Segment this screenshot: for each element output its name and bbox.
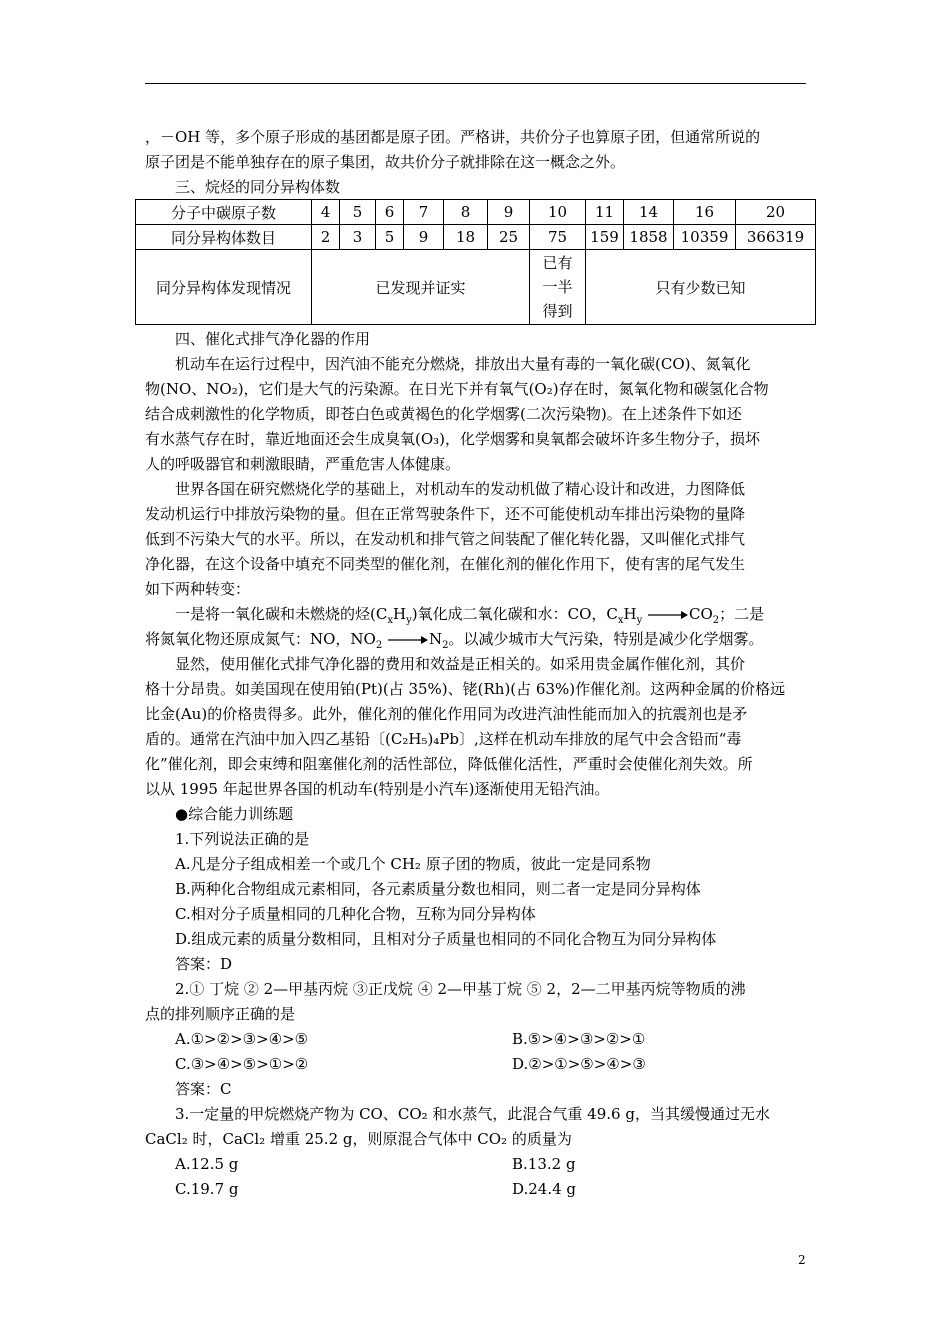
- q3-option-d: D.24.4 g: [512, 1180, 577, 1198]
- table-cell-confirmed: 已发现并证实: [312, 250, 530, 325]
- paragraph-line: 如下两种转变：: [145, 580, 251, 598]
- paragraph-line: 人的呼吸器官和刺激眼睛，严重危害人体健康。: [145, 455, 461, 473]
- q3-stem-1: 3.一定量的甲烷燃烧产物为 CO、CO₂ 和水蒸气，此混合气重 49.6 g，当其缓慢通过无水: [175, 1105, 770, 1123]
- exercises-heading: ●综合能力训练题: [175, 805, 294, 823]
- isomer-count-table: [135, 199, 816, 325]
- intro-line-1: ，－OH 等，多个原子形成的基团都是原子团。严格讲，共价分子也算原子团，但通常所说的: [145, 128, 761, 146]
- table-cell: 5: [376, 225, 404, 250]
- text-run: CO: [689, 605, 713, 623]
- table-cell: 8: [444, 200, 488, 225]
- text-run: H: [623, 605, 637, 623]
- section-4-heading: 四、催化式排气净化器的作用: [175, 330, 371, 348]
- q1-stem: 1.下列说法正确的是: [175, 830, 310, 848]
- table-cell: 18: [444, 225, 488, 250]
- subscript-x: x: [617, 615, 624, 626]
- table-cell-half: [530, 250, 586, 325]
- table-cell: 10359: [674, 225, 736, 250]
- table-cell: 14: [624, 200, 674, 225]
- q3-stem-2: CaCl₂ 时，CaCl₂ 增重 25.2 g，则原混合气体中 CO₂ 的质量为: [145, 1130, 572, 1148]
- table-cell: 366319: [736, 225, 816, 250]
- reaction-arrow-icon: [387, 633, 429, 647]
- paragraph-line: 化”催化剂，即会束缚和阻塞催化剂的活性部位，降低催化活性，严重时会使催化剂失效。所: [145, 755, 753, 773]
- paragraph-line: 有水蒸气存在时，靠近地面还会生成臭氧(O₃)，化学烟雾和臭氧都会破坏许多生物分子，损坏: [145, 430, 761, 448]
- text-run: 一是将一氧化碳和未燃烧的烃(C: [175, 605, 388, 623]
- row-label: 同分异构体数目: [136, 225, 312, 250]
- q2-answer: 答案：C: [175, 1080, 232, 1098]
- paragraph-line: 以从 1995 年起世界各国的机动车(特别是小汽车)逐渐使用无铅汽油。: [145, 780, 610, 798]
- subscript-y: y: [406, 615, 412, 626]
- table-cell: 11: [586, 200, 624, 225]
- table-cell: 1858: [624, 225, 674, 250]
- q1-option-c: C.相对分子质量相同的几种化合物，互称为同分异构体: [175, 905, 536, 923]
- reaction-line-1: [145, 604, 810, 624]
- table-cell: 25: [488, 225, 530, 250]
- subscript-x: x: [387, 615, 393, 626]
- row-label: 分子中碳原子数: [136, 200, 312, 225]
- paragraph-line: 格十分昂贵。如美国现在使用铂(Pt)(占 35%)、铑(Rh)(占 63%)作催化剂。这两种金属的价格远: [145, 680, 786, 698]
- table-row-carbons: [136, 200, 816, 225]
- half-line: 得到: [542, 302, 573, 320]
- paragraph-line: 净化器，在这个设备中填充不同类型的催化剂，在催化剂的催化作用下，使有害的尾气发生: [145, 555, 746, 573]
- table-cell: 2: [312, 225, 340, 250]
- paragraph-line: 盾的。通常在汽油中加入四乙基铅〔(C₂H₅)₄Pb〕,这样在机动车排放的尾气中会含铅而“毒: [145, 730, 742, 748]
- table-cell: 16: [674, 200, 736, 225]
- subscript-2: 2: [442, 640, 449, 651]
- text-run: H: [392, 605, 407, 623]
- table-cell-few-known: 只有少数已知: [586, 250, 816, 325]
- reaction-line-2: [145, 629, 810, 649]
- section-3-heading: 三、烷烃的同分异构体数: [175, 178, 341, 196]
- table-cell: 7: [404, 200, 444, 225]
- q3-option-c: C.19.7 g: [175, 1180, 239, 1198]
- paragraph-line: 发动机运行中排放污染物的量。但在正常驾驶条件下，还不可能使机动车排出污染物的量降: [145, 505, 746, 523]
- paragraph-line: 物(NO、NO₂)，它们是大气的污染源。在日光下并有氧气(O₂)存在时，氮氧化物和碳氢化合物: [145, 380, 769, 398]
- table-cell: 9: [488, 200, 530, 225]
- paragraph-line: 机动车在运行过程中，因汽油不能充分燃烧，排放出大量有毒的一氧化碳(CO)、氮氧化: [175, 355, 751, 373]
- table-cell: 4: [312, 200, 340, 225]
- text-run: )氧化成二氧化碳和水：CO，C: [411, 605, 618, 623]
- table-cell: 20: [736, 200, 816, 225]
- text-run: 将氮氧化物还原成氮气：NO，NO: [145, 630, 376, 648]
- q2-stem-1: 2.① 丁烷 ② 2—甲基丙烷 ③正戊烷 ④ 2—甲基丁烷 ⑤ 2，2—二甲基丙烷等物质的沸: [175, 980, 746, 998]
- paragraph-line: 世界各国在研究燃烧化学的基础上，对机动车的发动机做了精心设计和改进，力图降低: [175, 480, 746, 498]
- text-run: N: [429, 630, 443, 648]
- table-cell: 6: [376, 200, 404, 225]
- reaction-arrow-icon: [647, 608, 689, 622]
- table-cell: 5: [340, 200, 376, 225]
- intro-line-2: 原子团是不能单独存在的原子集团，故共价分子就排除在这一概念之外。: [145, 153, 626, 171]
- table-cell: 3: [340, 225, 376, 250]
- paragraph-line: 结合成刺激性的化学物质，即苍白色或黄褐色的化学烟雾(二次污染物)。在上述条件下如还: [145, 405, 742, 423]
- subscript-y: y: [636, 615, 643, 626]
- half-line: 已有: [542, 254, 573, 272]
- q1-answer: 答案：D: [175, 955, 233, 973]
- row-label: 同分异构体发现情况: [136, 250, 312, 325]
- half-line: 一半: [542, 278, 573, 296]
- table-row-discovery: [136, 250, 816, 325]
- q1-option-d: D.组成元素的质量分数相同，且相对分子质量也相同的不同化合物互为同分异构体: [175, 930, 717, 948]
- table-cell: 159: [586, 225, 624, 250]
- page-number: 2: [798, 1253, 806, 1267]
- q2-stem-2: 点的排列顺序正确的是: [145, 1005, 296, 1023]
- q2-option-b: B.⑤>④>③>②>①: [512, 1030, 646, 1048]
- q3-option-b: B.13.2 g: [512, 1155, 576, 1173]
- table-cell: 10: [530, 200, 586, 225]
- q3-option-a: A.12.5 g: [175, 1155, 239, 1173]
- table-row-counts: [136, 225, 816, 250]
- q2-option-a: A.①>②>③>④>⑤: [175, 1030, 309, 1048]
- paragraph-line: 显然，使用催化式排气净化器的费用和效益是正相关的。如采用贵金属作催化剂，其价: [175, 655, 746, 673]
- text-run: ；二是: [719, 605, 765, 623]
- q1-option-b: B.两种化合物组成元素相同，各元素质量分数也相同，则二者一定是同分异构体: [175, 880, 701, 898]
- q2-option-d: D.②>①>⑤>④>③: [512, 1055, 646, 1073]
- subscript-2: 2: [712, 615, 720, 626]
- q1-option-a: A.凡是分子组成相差一个或几个 CH₂ 原子团的物质，彼此一定是同系物: [175, 855, 651, 873]
- table-cell: 75: [530, 225, 586, 250]
- paragraph-line: 比金(Au)的价格贵得多。此外，催化剂的催化作用同为改进汽油性能而加入的抗震剂也是矛: [145, 705, 748, 723]
- subscript-2: 2: [375, 640, 383, 651]
- header-rule: [145, 83, 806, 84]
- paragraph-line: 低到不污染大气的水平。所以，在发动机和排气管之间装配了催化转化器，又叫催化式排气: [145, 530, 746, 548]
- text-run: 。以减少城市大气污染，特别是减少化学烟雾。: [448, 630, 764, 648]
- table-cell: 9: [404, 225, 444, 250]
- q2-option-c: C.③>④>⑤>①>②: [175, 1055, 309, 1073]
